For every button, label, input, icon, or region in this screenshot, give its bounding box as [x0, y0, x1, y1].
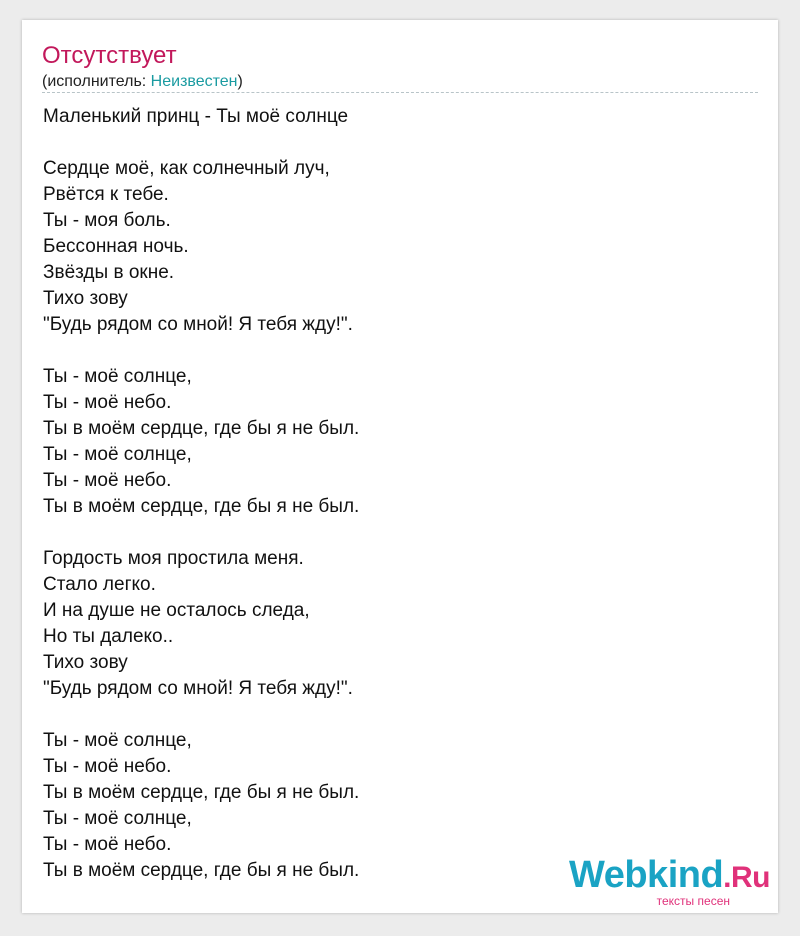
logo-tld: .Ru	[723, 861, 770, 894]
site-logo[interactable]	[569, 856, 770, 907]
lyric-line: Ты в моём сердце, где бы я не был.	[43, 782, 360, 803]
lyric-line: Ты - моё небо.	[43, 392, 172, 413]
performer-link[interactable]: Неизвестен	[150, 73, 238, 90]
lyric-blank-line	[43, 520, 759, 546]
lyrics-card	[22, 20, 778, 913]
lyric-blank-line	[43, 130, 759, 156]
logo-tagline: тексты песен	[656, 894, 730, 908]
lyric-line: Рвётся к тебе.	[43, 184, 169, 205]
song-title: Отсутствует	[42, 42, 177, 69]
lyric-line: Ты в моём сердце, где бы я не был.	[43, 860, 360, 881]
lyric-line: Маленький принц - Ты моё солнце	[43, 106, 349, 127]
lyric-line: Ты в моём сердце, где бы я не был.	[43, 496, 360, 517]
lyric-line: Звёзды в окне.	[43, 262, 175, 283]
lyric-blank-line	[43, 702, 759, 728]
lyric-blank-line	[43, 338, 759, 364]
logo-wordmark	[569, 856, 770, 897]
lyric-line: И на душе не осталось следа,	[43, 600, 310, 621]
lyric-line: "Будь рядом со мной! Я тебя жду!".	[43, 314, 353, 335]
lyric-line: Но ты далеко..	[43, 626, 174, 647]
performer-line	[42, 72, 243, 92]
lyric-line: Ты - моё солнце,	[43, 808, 192, 829]
lyric-line: "Будь рядом со мной! Я тебя жду!".	[43, 678, 353, 699]
performer-suffix: )	[237, 73, 243, 90]
lyric-line: Стало легко.	[43, 574, 156, 595]
lyric-line: Бессонная ночь.	[43, 236, 189, 257]
lyric-line: Гордость моя простила меня.	[43, 548, 304, 569]
lyric-line: Ты - моё солнце,	[43, 730, 192, 751]
lyric-line: Ты в моём сердце, где бы я не был.	[43, 418, 360, 439]
lyric-line: Ты - моё небо.	[43, 756, 172, 777]
performer-prefix: (исполнитель:	[42, 73, 151, 90]
lyric-line: Ты - моё солнце,	[43, 366, 192, 387]
header-divider	[42, 92, 758, 93]
lyric-line: Ты - моё небо.	[43, 470, 172, 491]
lyric-line: Тихо зову	[43, 652, 128, 673]
lyric-line: Ты - моя боль.	[43, 210, 171, 231]
logo-main-text: Webkind	[569, 854, 724, 896]
lyrics-text	[43, 104, 759, 884]
lyric-line: Ты - моё солнце,	[43, 444, 192, 465]
lyric-line: Тихо зову	[43, 288, 128, 309]
lyric-line: Сердце моё, как солнечный луч,	[43, 158, 330, 179]
lyric-line: Ты - моё небо.	[43, 834, 172, 855]
